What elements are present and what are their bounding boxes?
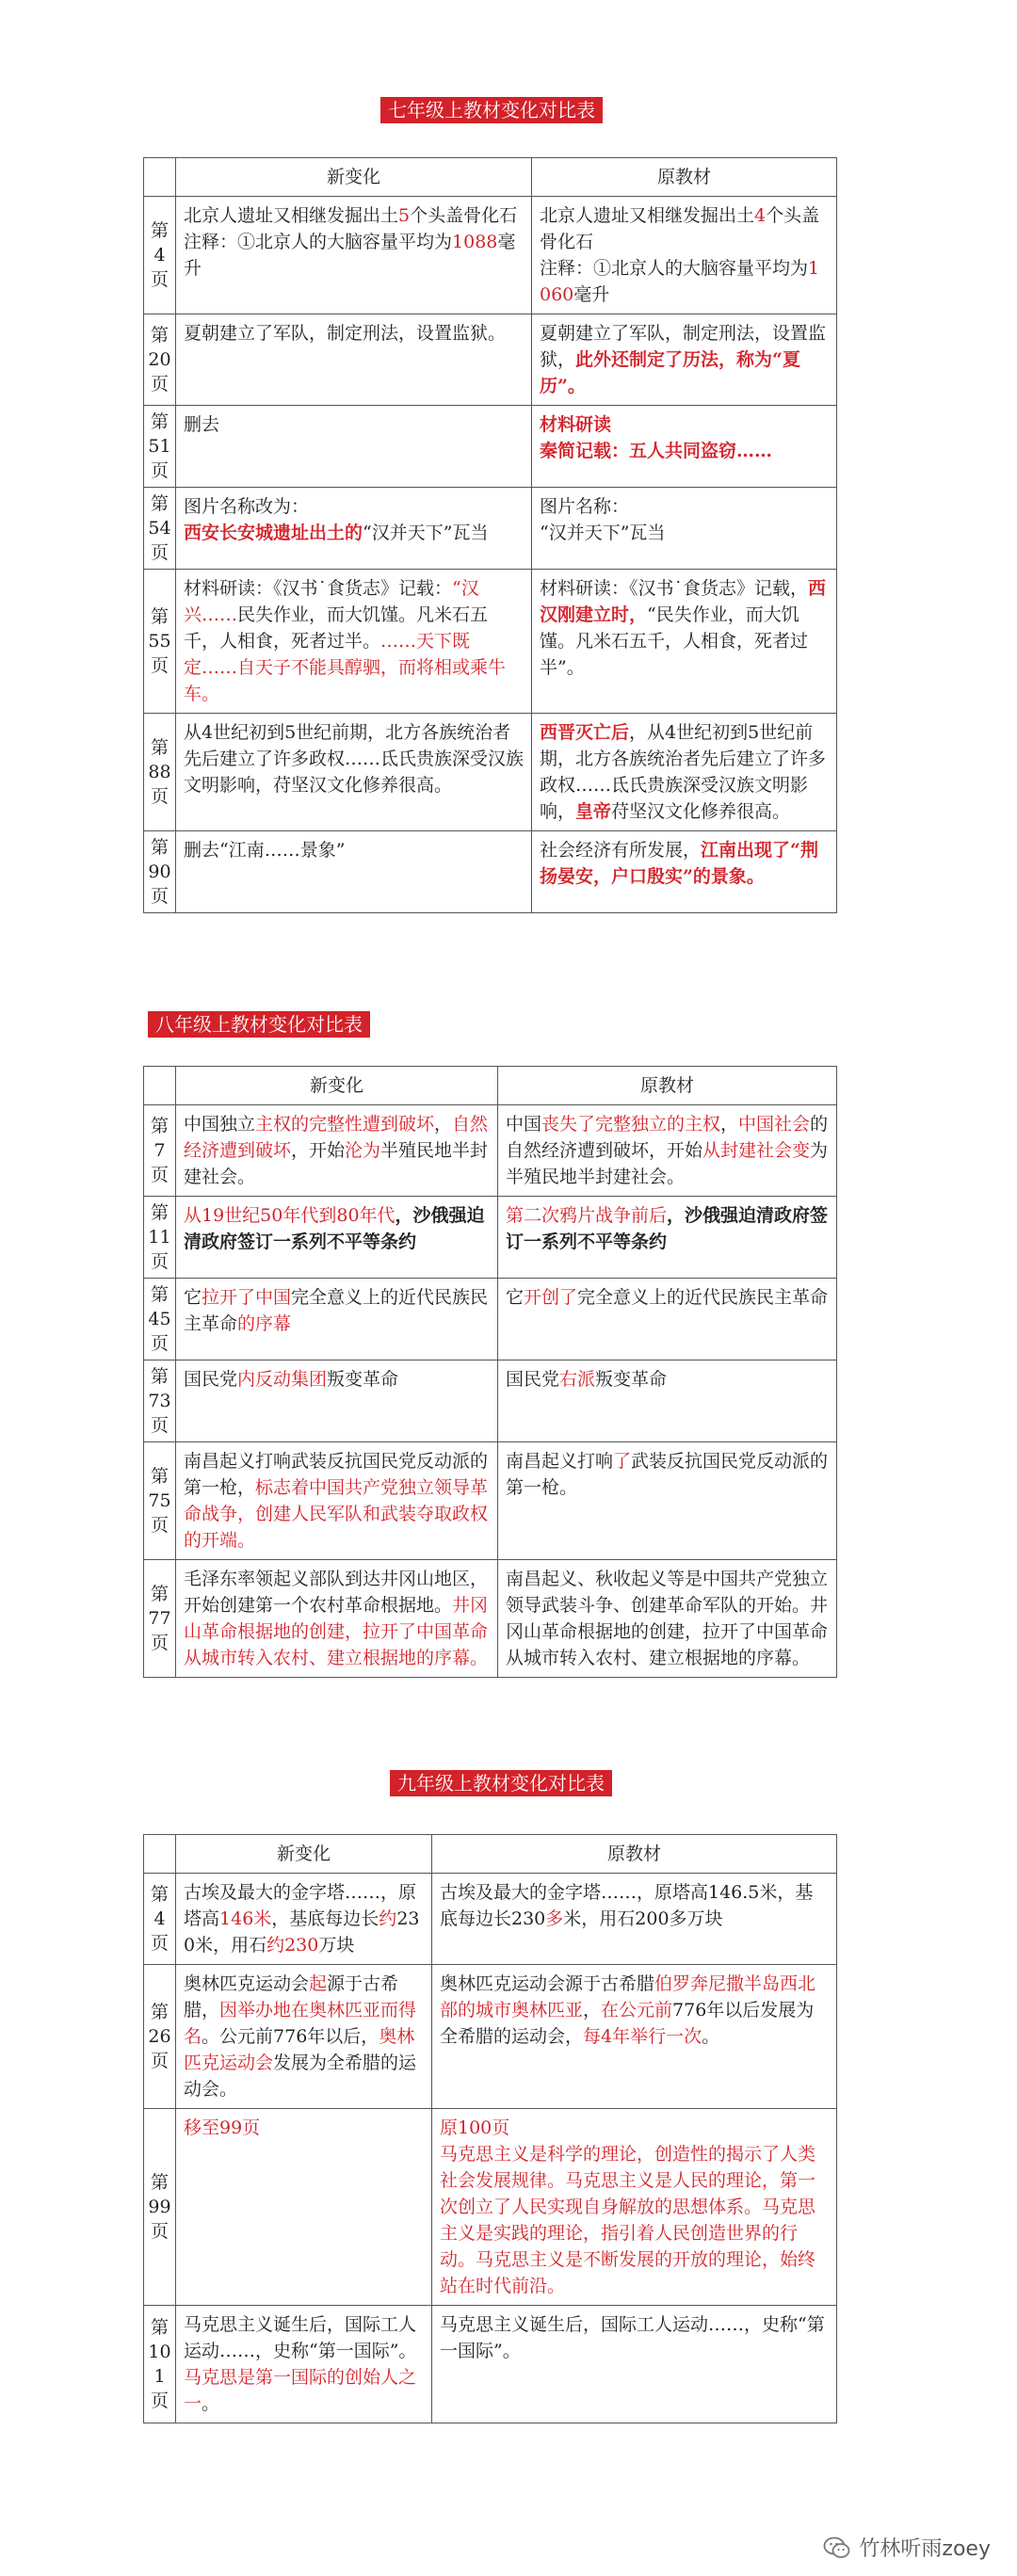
page-cell: 第11页 (144, 1197, 176, 1279)
new-content-cell: 毛泽东率领起义部队到达井冈山地区，开始创建第一个农村革命根据地。井冈山革命根据地的创建，拉开了中国革命从城市转入农村、建立根据地的序幕。 (176, 1560, 498, 1678)
old-column-header: 原教材 (432, 1835, 837, 1874)
table-row (144, 406, 837, 488)
section-title: 七年级上教材变化对比表 (380, 97, 603, 123)
table-row (144, 1442, 837, 1560)
new-column-header: 新变化 (176, 158, 532, 197)
old-content-cell: 社会经济有所发展，江南出现了“荆扬晏安，户口殷实”的景象。 (532, 831, 837, 913)
old-content-cell: 中国丧失了完整独立的主权，中国社会的自然经济遭到破坏，开始从封建社会变为半殖民地半封建社会。 (498, 1105, 837, 1197)
new-content-cell: 国民党内反动集团叛变革命 (176, 1360, 498, 1442)
new-content-cell: 马克思主义诞生后，国际工人运动……，史称“第一国际”。马克思是第一国际的创始人之一。 (176, 2306, 432, 2423)
page-cell: 第101页 (144, 2306, 176, 2423)
new-column-header: 新变化 (176, 1835, 432, 1874)
comparison-table (143, 157, 837, 913)
old-content-cell: 材料研读：《汉书˙食货志》记载，西汉刚建立时，“民失作业，而大饥馑。凡米石五千，人相食，死者过半”。 (532, 570, 837, 714)
table-row (144, 570, 837, 714)
old-content-cell: 它开创了完全意义上的近代民族民主革命 (498, 1279, 837, 1360)
old-content-cell: 南昌起义、秋收起义等是中国共产党独立领导武装斗争、创建革命军队的开始。井冈山革命根据地的创建，拉开了中国革命从城市转入农村、建立根据地的序幕。 (498, 1560, 837, 1678)
old-content-cell: 奥林匹克运动会源于古希腊伯罗奔尼撒半岛西北部的城市奥林匹亚，在公元前776年以后发展为全希腊的运动会，每4年举行一次。 (432, 1965, 837, 2109)
old-content-cell: 图片名称： “汉并天下”瓦当 (532, 488, 837, 570)
table-row (144, 1560, 837, 1678)
page-cell: 第51页 (144, 406, 176, 488)
table-row (144, 1874, 837, 1965)
page-cell: 第45页 (144, 1279, 176, 1360)
old-content-cell: 第二次鸦片战争前后，沙俄强迫清政府签订一系列不平等条约 (498, 1197, 837, 1279)
table-header-row (144, 158, 837, 197)
page-header-cell (144, 1067, 176, 1105)
old-content-cell: 马克思主义诞生后，国际工人运动……，史称“第一国际”。 (432, 2306, 837, 2423)
old-content-cell: 原100页 马克思主义是科学的理论，创造性的揭示了人类社会发展规律。马克思主义是人民的理论，第一次创立了人民实现自身解放的思想体系。马克思主义是实践的理论，指引着人民创造世界的行动。马克思主义是不断发展的开放的理论，始终站在时代前沿。 (432, 2109, 837, 2306)
old-content-cell: 材料研读 秦简记载：五人共同盗窃…… (532, 406, 837, 488)
new-content-cell: 南昌起义打响武装反抗国民党反动派的第一枪，标志着中国共产党独立领导革命战争，创建人民军队和武装夺取政权的开端。 (176, 1442, 498, 1560)
page-cell: 第20页 (144, 314, 176, 406)
table-row (144, 314, 837, 406)
table-row (144, 488, 837, 570)
section-title: 八年级上教材变化对比表 (148, 1011, 370, 1038)
old-content-cell: 西晋灭亡后，从4世纪初到5世纪前期，北方各族统治者先后建立了许多政权……氐氏贵族深受汉族文明影响，皇帝苻坚汉文化修养很高。 (532, 714, 837, 831)
new-content-cell: 移至99页 (176, 2109, 432, 2306)
new-content-cell: 从19世纪50年代到80年代，沙俄强迫清政府签订一系列不平等条约 (176, 1197, 498, 1279)
page-cell: 第4页 (144, 197, 176, 314)
table-row (144, 1360, 837, 1442)
table-row (144, 1965, 837, 2109)
page-cell: 第26页 (144, 1965, 176, 2109)
page-cell: 第99页 (144, 2109, 176, 2306)
section-title: 九年级上教材变化对比表 (390, 1770, 612, 1796)
page-cell: 第73页 (144, 1360, 176, 1442)
page-cell: 第75页 (144, 1442, 176, 1560)
old-content-cell: 南昌起义打响了武装反抗国民党反动派的第一枪。 (498, 1442, 837, 1560)
table-row (144, 2109, 837, 2306)
old-content-cell: 古埃及最大的金字塔……，原塔高146.5米，基底每边长230多米，用石200多万块 (432, 1874, 837, 1965)
table-row (144, 831, 837, 913)
new-content-cell: 夏朝建立了军队，制定刑法，设置监狱。 (176, 314, 532, 406)
old-content-cell: 北京人遗址又相继发掘出土4个头盖骨化石 注释：①北京人的大脑容量平均为1060毫升 (532, 197, 837, 314)
table-row (144, 714, 837, 831)
page-cell: 第90页 (144, 831, 176, 913)
table-row (144, 2306, 837, 2423)
page-cell: 第88页 (144, 714, 176, 831)
new-content-cell: 图片名称改为： 西安长安城遗址出土的“汉并天下”瓦当 (176, 488, 532, 570)
new-content-cell: 古埃及最大的金字塔……，原塔高146米，基底每边长约230米，用石约230万块 (176, 1874, 432, 1965)
page-header-cell (144, 158, 176, 197)
old-column-header: 原教材 (532, 158, 837, 197)
new-content-cell: 从4世纪初到5世纪前期，北方各族统治者先后建立了许多政权……氐氏贵族深受汉族文明影响，苻坚汉文化修养很高。 (176, 714, 532, 831)
new-content-cell: 删去 (176, 406, 532, 488)
page-cell: 第7页 (144, 1105, 176, 1197)
old-content-cell: 国民党右派叛变革命 (498, 1360, 837, 1442)
new-content-cell: 中国独立主权的完整性遭到破坏，自然经济遭到破坏，开始沦为半殖民地半封建社会。 (176, 1105, 498, 1197)
old-content-cell: 夏朝建立了军队，制定刑法，设置监狱，此外还制定了历法，称为“夏历”。 (532, 314, 837, 406)
table-row (144, 197, 837, 314)
table-header-row (144, 1835, 837, 1874)
comparison-table (143, 1834, 837, 2423)
page-cell: 第54页 (144, 488, 176, 570)
page-cell: 第4页 (144, 1874, 176, 1965)
new-content-cell: 材料研读：《汉书˙食货志》记载：“汉兴……民失作业，而大饥馑。凡米石五千，人相食，死者过半。……天下既定……自天子不能具醇驷，而将相或乘牛车。 (176, 570, 532, 714)
new-column-header: 新变化 (176, 1067, 498, 1105)
page-cell: 第77页 (144, 1560, 176, 1678)
new-content-cell: 它拉开了中国完全意义上的近代民族民主革命的序幕 (176, 1279, 498, 1360)
wechat-icon (823, 2536, 851, 2560)
table-row (144, 1197, 837, 1279)
watermark-text: 竹林听雨zoey (859, 2537, 991, 2561)
comparison-table (143, 1066, 837, 1678)
page-cell: 第55页 (144, 570, 176, 714)
old-column-header: 原教材 (498, 1067, 837, 1105)
table-header-row (144, 1067, 837, 1105)
new-content-cell: 北京人遗址又相继发掘出土5个头盖骨化石 注释：①北京人的大脑容量平均为1088毫升 (176, 197, 532, 314)
table-row (144, 1279, 837, 1360)
new-content-cell: 删去“江南……景象” (176, 831, 532, 913)
page-header-cell (144, 1835, 176, 1874)
new-content-cell: 奥林匹克运动会起源于古希腊，因举办地在奥林匹亚而得名。公元前776年以后，奥林匹克运动会发展为全希腊的运动会。 (176, 1965, 432, 2109)
table-row (144, 1105, 837, 1197)
watermark (823, 2533, 991, 2562)
